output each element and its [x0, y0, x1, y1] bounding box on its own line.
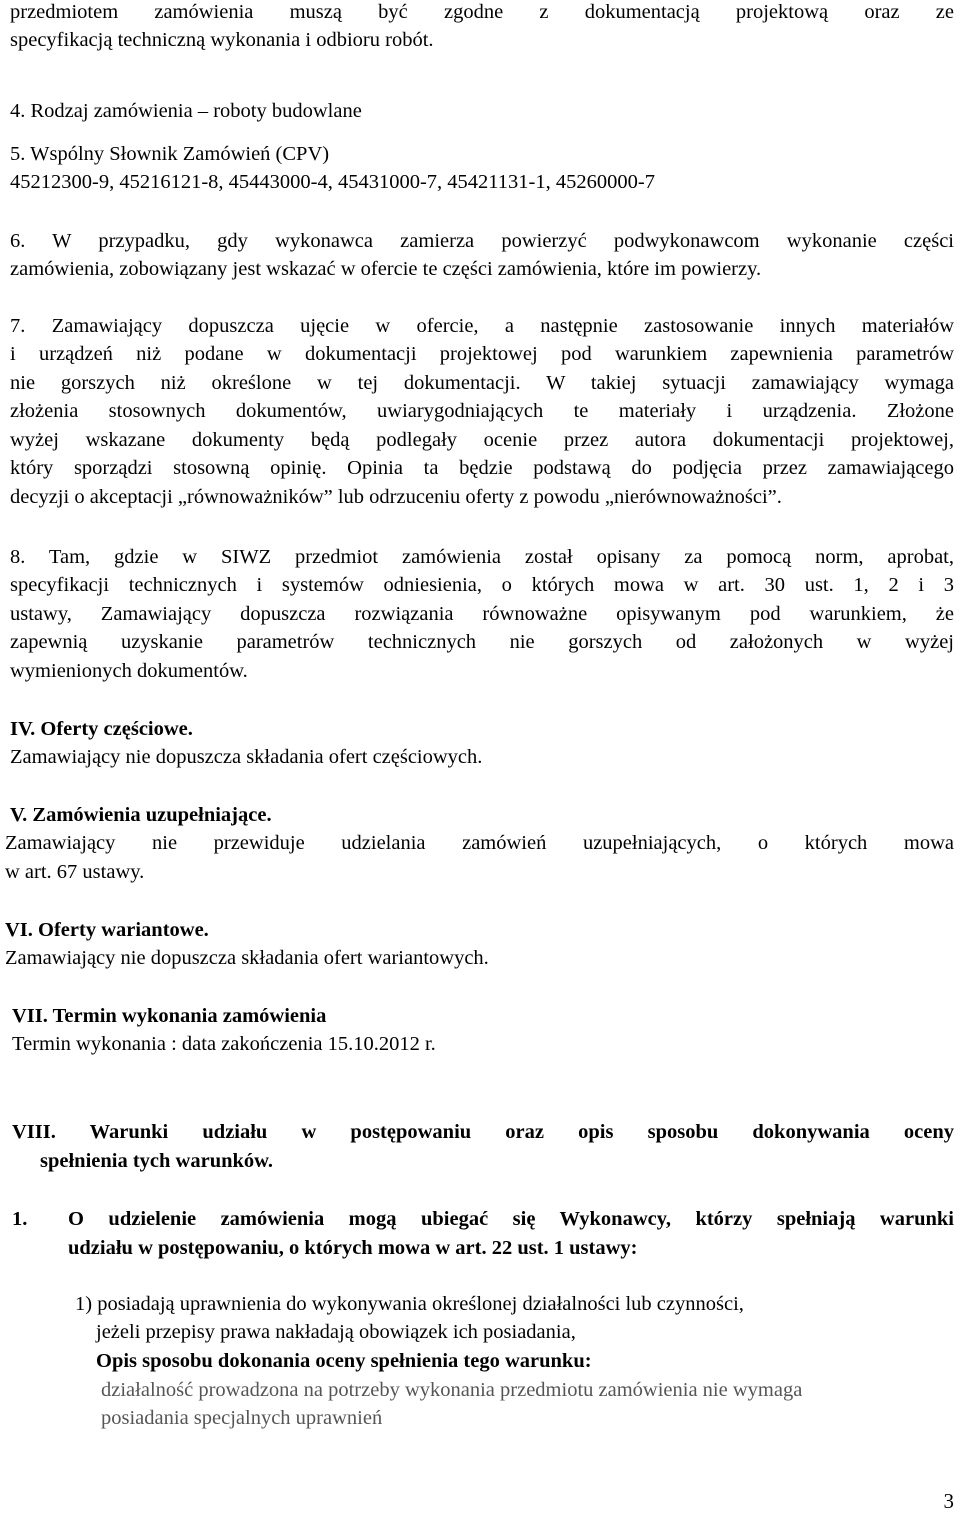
section-vii-heading: VII. Termin wykonania zamówienia [12, 1005, 327, 1027]
item-8-line-1: 8. Tam, gdzie w SIWZ przedmiot zamówienia został opisany za pomocą norm, aprobat, [10, 546, 954, 568]
point-1-number: 1. [12, 1208, 28, 1230]
item-5-codes: 45212300-9, 45216121-8, 45443000-4, 45431000-7, 45421131-1, 45260000-7 [10, 171, 655, 193]
section-v-line-2: w art. 67 ustawy. [5, 861, 145, 883]
assessment-heading: Opis sposobu dokonania oceny spełnienia tego warunku: [96, 1350, 592, 1372]
item-7-line-7: decyzji o akceptacji „równoważników” lub odrzuceniu oferty z powodu „nierównoważności”. [10, 486, 782, 508]
assessment-line-1: działalność prowadzona na potrzeby wykonania przedmiotu zamówienia nie wymaga [101, 1379, 803, 1401]
point-1-line-2: udziału w postępowaniu, o których mowa w art. 22 ust. 1 ustawy: [68, 1237, 638, 1259]
assessment-line-2: posiadania specjalnych uprawnień [101, 1407, 383, 1429]
sub-point-1-line-2: jeżeli przepisy prawa nakładają obowiązek ich posiadania, [96, 1321, 576, 1343]
item-7-line-1: 7. Zamawiający dopuszcza ujęcie w ofercie, a następnie zastosowanie innych materiałów [10, 315, 954, 337]
section-vii-text: Termin wykonania : data zakończenia 15.10.2012 r. [12, 1033, 436, 1055]
section-viii-heading-line-1: VIII. Warunki udziału w postępowaniu oraz opis sposobu dokonywania oceny [12, 1121, 954, 1143]
item-7-line-4: złożenia stosownych dokumentów, uwiarygodniających te materiały i urządzenia. Złożone [10, 400, 954, 422]
item-6-line-1: 6. W przypadku, gdy wykonawca zamierza powierzyć podwykonawcom wykonanie części [10, 230, 954, 252]
page-number: 3 [943, 1489, 954, 1513]
point-1-line-1: O udzielenie zamówienia mogą ubiegać się Wykonawcy, którzy spełniają warunki [68, 1208, 954, 1230]
intro-line-1: przedmiotem zamówienia muszą być zgodne z dokumentacją projektową oraz ze [10, 1, 954, 23]
section-vi-heading: VI. Oferty wariantowe. [5, 919, 209, 941]
item-4: 4. Rodzaj zamówienia – roboty budowlane [10, 100, 362, 122]
item-7-line-3: nie gorszych niż określone w tej dokumentacji. W takiej sytuacji zamawiający wymaga [10, 372, 954, 394]
section-vi-text: Zamawiający nie dopuszcza składania ofert wariantowych. [5, 947, 489, 969]
item-8-line-4: zapewnią uzyskanie parametrów technicznych nie gorszych od założonych w wyżej [10, 631, 954, 653]
item-8-line-3: ustawy, Zamawiający dopuszcza rozwiązania równoważne opisywanym pod warunkiem, że [10, 603, 954, 625]
item-6-line-2: zamówienia, zobowiązany jest wskazać w ofercie te części zamówienia, które im powierzy. [10, 258, 762, 280]
section-v-line-1: Zamawiający nie przewiduje udzielania zamówień uzupełniających, o których mowa [5, 832, 954, 854]
item-7-line-6: który sporządzi stosowną opinię. Opinia ta będzie podstawą do podjęcia przez zamawiającego [10, 457, 954, 479]
item-7-line-2: i urządzeń niż podane w dokumentacji projektowej pod warunkiem zapewnienia parametrów [10, 343, 954, 365]
section-viii-heading-line-2: spełnienia tych warunków. [40, 1150, 273, 1172]
item-5-title: 5. Wspólny Słownik Zamówień (CPV) [10, 143, 330, 165]
section-iv-heading: IV. Oferty częściowe. [10, 718, 193, 740]
section-iv-text: Zamawiający nie dopuszcza składania ofert częściowych. [10, 746, 483, 768]
intro-line-2: specyfikacją techniczną wykonania i odbioru robót. [10, 29, 434, 51]
sub-point-1-line-1: 1) posiadają uprawnienia do wykonywania określonej działalności lub czynności, [75, 1293, 744, 1315]
item-7-line-5: wyżej wskazane dokumenty będą podlegały ocenie przez autora dokumentacji projektowej, [10, 429, 954, 451]
item-8-line-5: wymienionych dokumentów. [10, 660, 248, 682]
item-8-line-2: specyfikacji technicznych i systemów odniesienia, o których mowa w art. 30 ust. 1, 2 i 3 [10, 574, 954, 596]
section-v-heading: V. Zamówienia uzupełniające. [10, 804, 272, 826]
